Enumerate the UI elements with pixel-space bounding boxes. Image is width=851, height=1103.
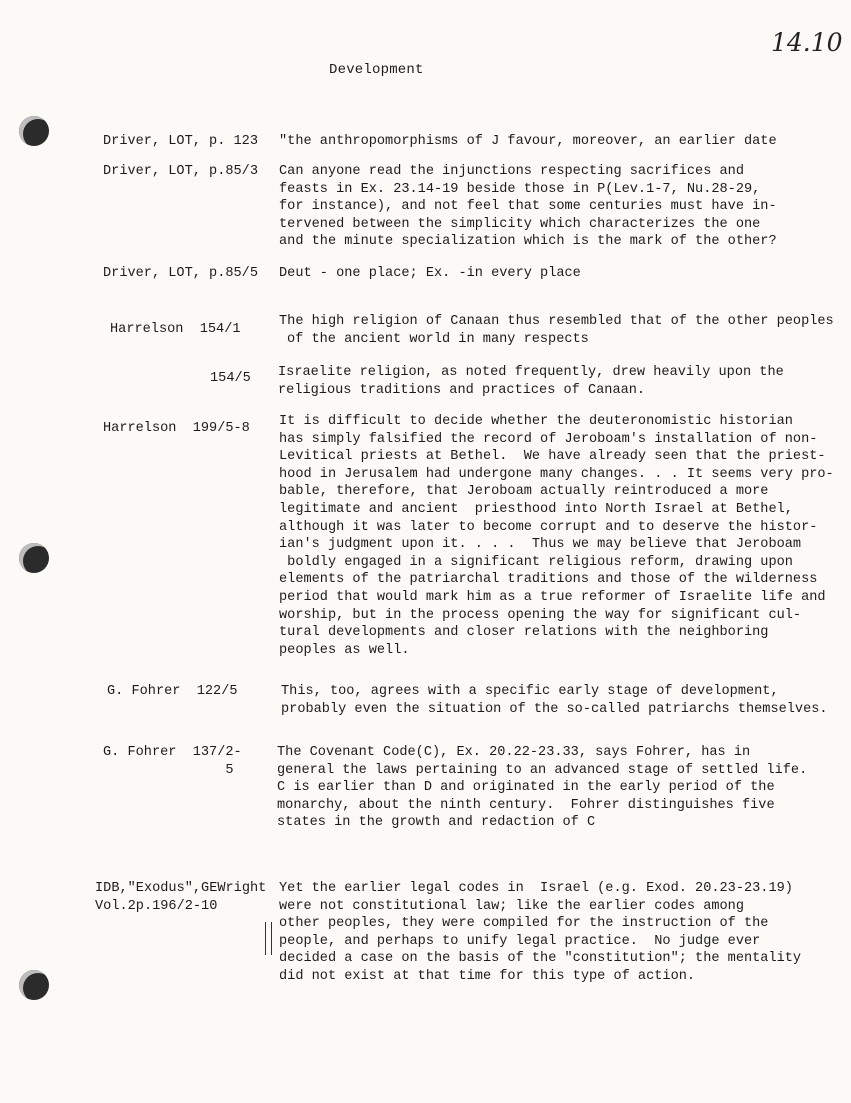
- text-line: "the anthropomorphisms of J favour, moreover, an earlier date: [279, 134, 777, 149]
- text-line: did not exist at that time for this type of action.: [279, 968, 696, 984]
- text-line: Yet the earlier legal codes in Israel (e.g. Exod. 20.23-23.19): [279, 881, 793, 896]
- entry-source: [103, 133, 258, 151]
- text-line: The high religion of Canaan thus resembled that of the other peoples: [279, 314, 834, 329]
- entry-source: [107, 683, 238, 701]
- text-line: This, too, agrees with a specific early stage of development,: [281, 684, 779, 699]
- entry-text: [279, 413, 834, 659]
- text-line: religious traditions and practices of Canaan.: [278, 382, 646, 398]
- text-line: has simply falsified the record of Jeroboam's installation of non-: [279, 431, 818, 447]
- text-line: decided a case on the basis of the "constitution"; the mentality: [279, 951, 802, 967]
- text-line: other peoples, they were compiled for the instruction of the: [279, 916, 769, 932]
- text-line: general the laws pertaining to an advanced stage of settled life.: [277, 762, 808, 778]
- source-line: Driver, LOT, p.85/3: [103, 164, 258, 179]
- punch-hole-icon: [19, 116, 49, 146]
- entry-text: [279, 880, 801, 986]
- text-line: monarchy, about the ninth century. Fohrer distinguishes five: [277, 797, 775, 813]
- entry-text: [279, 313, 834, 348]
- source-line: G. Fohrer 137/2-: [103, 745, 242, 760]
- text-line: period that would mark him as a true reformer of Israelite life and: [279, 589, 826, 605]
- text-line: people, and perhaps to unify legal practice. No judge ever: [279, 933, 761, 949]
- text-line: Can anyone read the injunctions respecting sacrifices and: [279, 164, 744, 179]
- text-line: elements of the patriarchal traditions and those of the wilderness: [279, 572, 818, 588]
- text-line: tervened between the simplicity which characterizes the one: [279, 216, 761, 232]
- margin-mark-icon: [265, 922, 272, 955]
- entry-text: [281, 683, 828, 718]
- entry-source: [110, 321, 241, 339]
- entry-text: [278, 364, 784, 399]
- text-line: although it was later to become corrupt and to deserve the histor-: [279, 519, 818, 535]
- source-line: Driver, LOT, p.85/5: [103, 266, 258, 281]
- text-line: The Covenant Code(C), Ex. 20.22-23.33, says Fohrer, has in: [277, 745, 751, 760]
- text-line: legitimate and ancient priesthood into North Israel at Bethel,: [279, 501, 793, 517]
- entry-source: [103, 420, 250, 438]
- text-line: hood in Jerusalem had undergone many changes. . . It seems very pro-: [279, 466, 834, 482]
- entry-text: [279, 133, 777, 151]
- text-line: states in the growth and redaction of C: [277, 815, 596, 831]
- source-line: Harrelson 154/1: [110, 322, 241, 337]
- source-line: Harrelson 199/5-8: [103, 421, 250, 436]
- text-line: boldly engaged in a significant religious reform, drawing upon: [279, 554, 793, 570]
- entry-source: [103, 265, 258, 283]
- source-line: G. Fohrer 122/5: [107, 684, 238, 699]
- source-line: Vol.2p.196/2-10: [95, 898, 218, 914]
- text-line: for instance), and not feel that some centuries must have in-: [279, 199, 777, 215]
- source-line: IDB,"Exodus",GEWright: [95, 881, 267, 896]
- entry-text: [279, 163, 777, 251]
- text-line: tural developments and closer relations with the neighboring: [279, 625, 769, 641]
- entry-source: [95, 880, 266, 915]
- text-line: ian's judgment upon it. . . . Thus we may believe that Jeroboam: [279, 537, 802, 553]
- page-number: 14.10: [771, 28, 843, 57]
- source-line: Driver, LOT, p. 123: [103, 134, 258, 149]
- entry-text: [277, 744, 807, 832]
- source-line: 5: [103, 762, 234, 778]
- entry-text: [279, 265, 581, 283]
- page-title: Development: [329, 62, 424, 78]
- text-line: Israelite religion, as noted frequently, drew heavily upon the: [278, 365, 784, 380]
- punch-hole-icon: [19, 543, 49, 573]
- entry-source: [210, 370, 251, 388]
- text-line: It is difficult to decide whether the deuteronomistic historian: [279, 414, 793, 429]
- text-line: bable, therefore, that Jeroboam actually reintroduced a more: [279, 484, 769, 500]
- text-line: Deut - one place; Ex. -in every place: [279, 266, 581, 281]
- entry-source: [103, 744, 242, 779]
- text-line: feasts in Ex. 23.14-19 beside those in P(Lev.1-7, Nu.28-29,: [279, 181, 761, 197]
- text-line: probably even the situation of the so-called patriarchs themselves.: [281, 701, 828, 717]
- text-line: were not constitutional law; like the earlier codes among: [279, 898, 744, 914]
- source-line: 154/5: [210, 371, 251, 386]
- text-line: of the ancient world in many respects: [287, 331, 589, 347]
- punch-hole-icon: [19, 970, 49, 1000]
- text-line: worship, but in the process opening the way for significant cul-: [279, 607, 802, 623]
- text-line: and the minute specialization which is the mark of the other?: [279, 234, 777, 250]
- text-line: peoples as well.: [279, 642, 410, 658]
- text-line: Levitical priests at Bethel. We have already seen that the priest-: [279, 449, 826, 465]
- entry-source: [103, 163, 258, 181]
- text-line: C is earlier than D and originated in the early period of the: [277, 780, 775, 796]
